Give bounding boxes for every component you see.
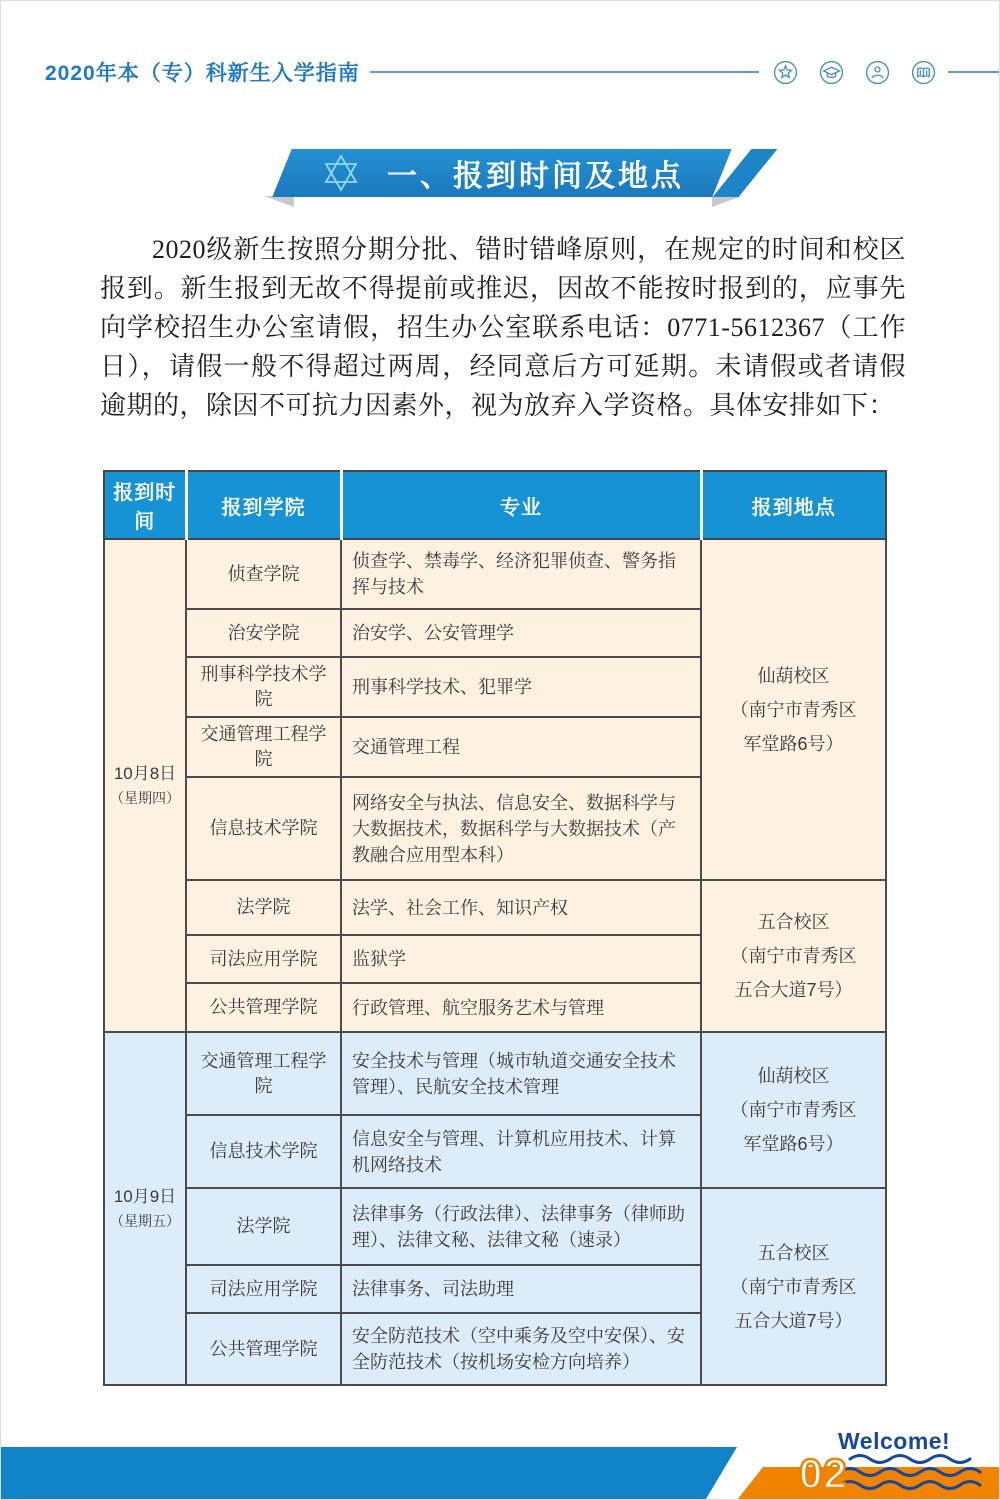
person-icon [865,60,890,85]
banner-fold-shadow-left [264,196,294,207]
college-cell: 信息技术学院 [186,777,341,880]
location-cell: 仙葫校区 （南宁市青秀区 军堂路6号） [701,539,886,880]
star-icon [773,60,798,85]
section-oct8 [104,539,886,1032]
major-cell: 网络安全与执法、信息安全、数据科学与大数据技术，数据科学与大数据技术（产教融合应用型本科） [341,777,701,880]
open-book-icon [911,60,936,85]
college-cell: 公共管理学院 [186,1313,341,1385]
college-cell: 法学院 [186,880,341,935]
major-cell: 刑事科学技术、犯罪学 [341,657,701,717]
time-cell: 10月9日 （星期五） [104,1032,186,1385]
college-cell: 刑事科学技术学院 [186,657,341,717]
col-header-time: 报到时间 [104,471,186,539]
welcome-text: Welcome! [838,1428,951,1454]
section-title: 一、报到时间及地点 [386,160,684,193]
college-cell: 司法应用学院 [186,935,341,983]
major-cell: 安全技术与管理（城市轨道交通安全技术管理）、民航安全技术管理 [341,1032,701,1115]
col-header-major: 专业 [341,471,701,539]
time-cell: 10月8日 （星期四） [104,539,186,1032]
footer-blue-band [0,1447,737,1500]
table-row [104,1032,886,1115]
major-cell: 法律事务（行政法律）、法律事务（律师助理）、法律文秘、法律文秘（速录） [341,1188,701,1265]
banner-fold-shadow-right [712,196,742,207]
college-cell: 公共管理学院 [186,983,341,1032]
location-cell: 仙葫校区 （南宁市青秀区 军堂路6号） [701,1032,886,1188]
section-oct9 [104,1032,886,1385]
college-cell: 法学院 [186,1188,341,1265]
college-cell: 司法应用学院 [186,1265,341,1313]
report-schedule-table [103,470,887,1386]
college-cell: 交通管理工程学院 [186,1032,341,1115]
college-cell: 治安学院 [186,609,341,657]
intro-paragraph: 2020级新生按照分期分批、错时错峰原则，在规定的时间和校区报到。新生报到无故不得提前或推迟，因故不能按时报到的，应事先向学校招生办公室请假，招生办公室联系电话：0771-5612367（工作日），请假一般不得超过两周，经同意后方可延期。未请假或者请假逾期的，除因不可抗力因素外，视为放弃入学资格。具体安排如下： [100,235,906,420]
guide-title: 2020年本（专）科新生入学指南 [45,62,360,85]
header-end-line [948,71,1000,73]
major-cell: 法律事务、司法助理 [341,1265,701,1313]
page-number: 02 [799,1450,848,1497]
header-divider-line [370,71,759,73]
page-header [45,56,1000,88]
college-cell: 侦查学院 [186,539,341,609]
table-header-row [104,471,886,539]
graduation-cap-icon [819,60,844,85]
table-row [104,880,886,935]
table-row [104,539,886,609]
major-cell: 监狱学 [341,935,701,983]
col-header-college: 报到学院 [186,471,341,539]
location-cell: 五合校区 （南宁市青秀区 五合大道7号） [701,1188,886,1385]
college-cell: 交通管理工程学院 [186,717,341,777]
location-cell: 五合校区 （南宁市青秀区 五合大道7号） [701,880,886,1032]
major-cell: 治安学、公安管理学 [341,609,701,657]
major-cell: 信息安全与管理、计算机应用技术、计算机网络技术 [341,1115,701,1188]
banner-ribbon-tail [713,149,778,197]
table-row [104,1188,886,1265]
major-cell: 安全防范技术（空中乘务及空中安保）、安全防范技术（按机场安检方向培养） [341,1313,701,1385]
waves-icon [836,1452,996,1496]
hexagram-icon [321,153,361,193]
section-banner [272,149,731,197]
major-cell: 侦查学、禁毒学、经济犯罪侦查、警务指挥与技术 [341,539,701,609]
major-cell: 法学、社会工作、知识产权 [341,880,701,935]
major-cell: 行政管理、航空服务艺术与管理 [341,983,701,1032]
major-cell: 交通管理工程 [341,717,701,777]
college-cell: 信息技术学院 [186,1115,341,1188]
header-icon-group [773,60,936,85]
col-header-location: 报到地点 [701,471,886,539]
